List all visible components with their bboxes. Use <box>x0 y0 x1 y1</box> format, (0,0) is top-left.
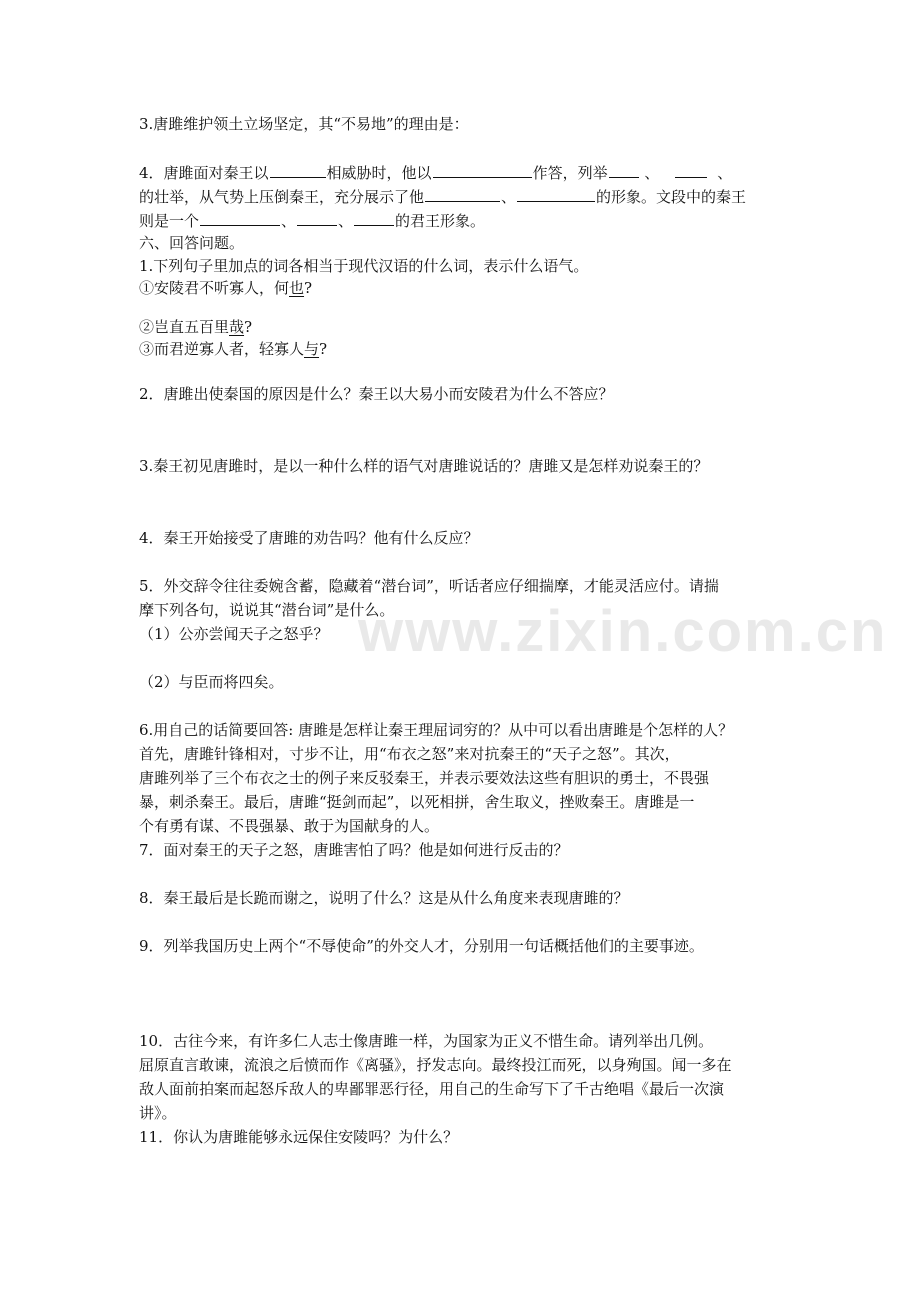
sub-question-3: 3.秦王初见唐雎时，是以一种什么样的语气对唐雎说话的？唐雎又是怎样劝说秦王的？ <box>139 457 709 475</box>
answer-blank[interactable] <box>297 210 337 226</box>
sub-question-5-line-2: 摩下列各句，说说其“潜台词”是什么。 <box>139 601 395 619</box>
sentence-text: ③而君逆寡人者，轻寡人 <box>139 340 305 358</box>
sentence-2 <box>139 317 252 337</box>
answer-blank[interactable] <box>609 162 639 178</box>
q4-text: 的君王形象。 <box>395 212 486 230</box>
answer-6-line-1: 首先，唐雎针锋相对，寸步不让，用“布衣之怒”来对抗秦王的“天子之怒”。其次， <box>139 745 680 763</box>
sentence-text: ? <box>319 340 328 358</box>
q4-text: 、 <box>644 164 660 182</box>
sentence-text: ①安陵君不听寡人，何 <box>139 279 290 297</box>
dotted-word: 哉 <box>229 318 245 336</box>
question-4-line-2 <box>139 186 746 207</box>
sub-question-2: 2．唐雎出使秦国的原因是什么？秦王以大易小而安陵君为什么不答应？ <box>139 385 614 403</box>
sentence-text: ? <box>244 318 253 336</box>
answer-blank[interactable] <box>270 162 326 178</box>
answer-blank[interactable] <box>354 210 394 226</box>
q4-text: 、 <box>501 188 517 206</box>
sentence-text: ? <box>304 279 313 297</box>
q4-text: 则是一个 <box>139 212 200 230</box>
q4-text: 作答，列举 <box>532 164 608 182</box>
q4-text: 4．唐雎面对秦王以 <box>139 164 269 182</box>
sub-question-6: 6.用自己的话简要回答: 唐雎是怎样让秦王理屈词穷的？从中可以看出唐雎是个怎样的人？ <box>139 721 734 739</box>
q4-text: 的形象。文段中的秦王 <box>596 188 747 206</box>
q4-text: 、 <box>338 212 354 230</box>
sub-question-5-item-1: （1）公亦尝闻天子之怒乎？ <box>139 625 329 643</box>
answer-blank[interactable] <box>675 162 707 178</box>
answer-blank[interactable] <box>425 186 500 202</box>
question-4-line-1 <box>139 162 732 183</box>
sentence-1 <box>139 278 312 298</box>
sub-question-5-item-2: （2）与臣而将四矣。 <box>139 673 284 691</box>
answer-10-line-1: 屈原直言敢谏，流浪之后愤而作《离骚》，抒发志向。最终投江而死，以身殉国。闻一多在 <box>139 1056 732 1074</box>
sentence-text: ②岂直五百里 <box>139 318 230 336</box>
answer-blank[interactable] <box>433 162 532 178</box>
answer-6-line-4: 个有勇有谋、不畏强暴、敢于为国献身的人。 <box>139 817 440 835</box>
dotted-word: 与 <box>304 340 320 358</box>
q4-text: 相威胁时，他以 <box>326 164 432 182</box>
sub-question-11: 11．你认为唐雎能够永远保住安陵吗？为什么？ <box>139 1128 459 1146</box>
q4-text: 、 <box>281 212 297 230</box>
answer-6-line-2: 唐雎列举了三个布衣之士的例子来反驳秦王，并表示要效法这些有胆识的勇士，不畏强 <box>139 769 710 787</box>
question-3: 3.唐雎维护领土立场坚定，其“不易地”的理由是： <box>139 115 469 133</box>
sub-question-9: 9．列举我国历史上两个“不辱使命”的外交人才，分别用一句话概括他们的主要事迹。 <box>139 937 704 955</box>
sub-question-10: 10．古往今来，有许多仁人志士像唐雎一样，为国家为正义不惜生命。请列举出几例。 <box>139 1032 714 1050</box>
q4-text: 、 <box>717 164 733 182</box>
q4-text: 的壮举，从气势上压倒秦王，充分展示了他 <box>139 188 425 206</box>
answer-blank[interactable] <box>200 210 280 226</box>
answer-10-line-3: 讲》。 <box>139 1104 177 1122</box>
question-4-line-3 <box>139 210 485 231</box>
answer-blank[interactable] <box>517 186 595 202</box>
watermark: www.zixin.com.cn <box>358 599 888 664</box>
sentence-3 <box>139 339 327 359</box>
section-6-heading: 六、回答问题。 <box>139 234 245 252</box>
sub-question-8: 8．秦王最后是长跪而谢之，说明了什么？这是从什么角度来表现唐雎的？ <box>139 889 629 907</box>
sub-question-1: 1.下列句子里加点的词各相当于现代汉语的什么词，表示什么语气。 <box>139 257 589 275</box>
dotted-word: 也 <box>289 279 305 297</box>
answer-6-line-3: 暴，刺杀秦王。最后，唐雎“挺剑而起”，以死相拼，舍生取义，挫败秦王。唐雎是一 <box>139 793 695 811</box>
answer-10-line-2: 敌人面前拍案而起怒斥敌人的卑鄙罪恶行径，用自己的生命写下了千古绝唱《最后一次演 <box>139 1080 725 1098</box>
sub-question-7: 7．面对秦王的天子之怒，唐雎害怕了吗？他是如何进行反击的？ <box>139 841 569 859</box>
sub-question-5-line-1: 5．外交辞令往往委婉含蓄，隐藏着“潜台词”，听话者应仔细揣摩，才能灵活应付。请揣 <box>139 577 719 595</box>
sub-question-4: 4．秦王开始接受了唐雎的劝告吗？他有什么反应？ <box>139 529 479 547</box>
